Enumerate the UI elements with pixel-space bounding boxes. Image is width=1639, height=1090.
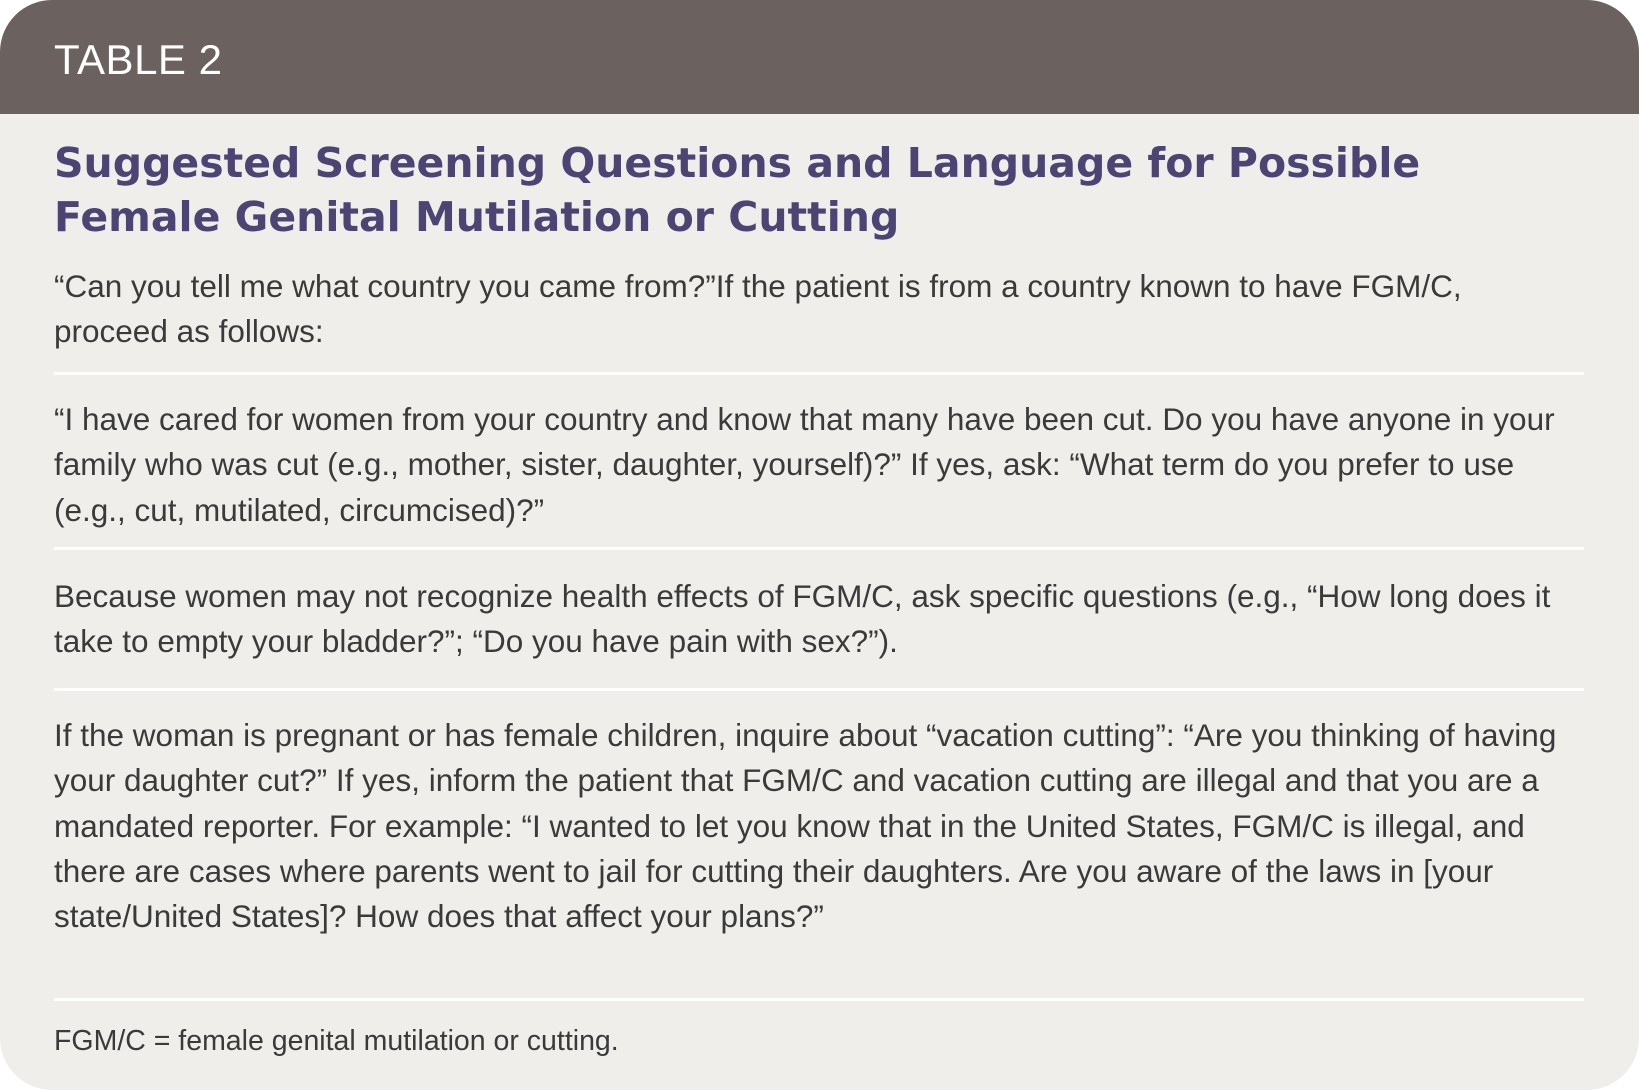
table-row: Because women may not recognize health effects of FGM/C, ask specific questions (e.g., “How long does it take to empty your bladder?”; “Do you have pain with sex?”).: [54, 578, 1551, 660]
table-row: “I have cared for women from your country and know that many have been cut. Do you have anyone in your family who was cut (e.g., mother, sister, daughter, yourself)?” If yes, ask: “What term do you prefer to use (e.g., cut, mutilated, circumcised)?”: [54, 401, 1555, 528]
table-footnote: FGM/C = female genital mutilation or cutting.: [54, 1025, 619, 1057]
table-row: “Can you tell me what country you came from?”If the patient is from a country known to have FGM/C, proceed as follows:: [54, 268, 1462, 350]
table-title: Suggested Screening Questions and Language for Possible Female Genital Mutilation or Cutting: [54, 139, 1421, 241]
table-row: If the woman is pregnant or has female children, inquire about “vacation cutting”: “Are you thinking of having your daughter cut?” If yes, inform the patient that FGM/C and vacation cutting are illegal and that you are a mandated reporter. For example: “I wanted to let you know that in the United States, FGM/C is illegal, and there are cases where parents went to jail for cutting their daughters. Are you aware of the laws in [your state/United States]? How does that affect your plans?”: [54, 717, 1557, 935]
row-divider: [54, 547, 1584, 550]
table-body: [54, 264, 1584, 1059]
row-divider: [54, 998, 1584, 1001]
row-divider: [54, 372, 1584, 375]
table-number-label: TABLE 2: [54, 36, 223, 83]
row-divider: [54, 688, 1584, 691]
table-header-bar: [0, 0, 1639, 114]
